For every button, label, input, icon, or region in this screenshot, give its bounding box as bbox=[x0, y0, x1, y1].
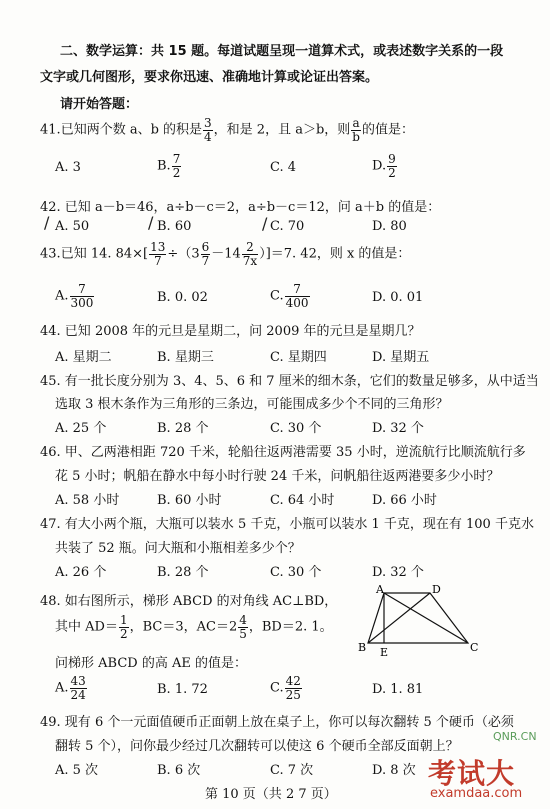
q48-frac2 bbox=[238, 614, 248, 640]
q48-l2c: ，BD＝2. 1。 bbox=[248, 619, 333, 635]
q43-frac1-den: 7 bbox=[153, 253, 162, 268]
page-footer: 第 10 页（共 2 7 页） bbox=[205, 787, 337, 802]
q45-option-d: D. 32 个 bbox=[372, 421, 424, 436]
q47-option-a: A. 26 个 bbox=[55, 565, 107, 580]
q43-oc-frac bbox=[285, 283, 310, 309]
q42-option-c: C. 70 bbox=[270, 219, 305, 234]
q43-frac1-num: 13 bbox=[150, 240, 166, 254]
q43-frac2-num: 6 bbox=[201, 240, 210, 254]
vertex-label-a: A bbox=[376, 585, 384, 596]
q43-option-a bbox=[55, 283, 95, 309]
question-47-line2: 共装了 52 瓶。问大瓶和小瓶相差多少个？ bbox=[55, 541, 301, 556]
q43-oa-num: 7 bbox=[70, 283, 95, 297]
question-47-line1: 47. 有大小两个瓶，大瓶可以装水 5 千克，小瓶可以装水 1 千克，现在有 100 千克水 bbox=[40, 517, 534, 532]
q43-option-b: B. 0. 02 bbox=[157, 290, 208, 305]
question-46-line2: 花 5 小时；帆船在静水中每小时行驶 24 千米，问帆船往返两港要多少小时？ bbox=[55, 469, 500, 484]
question-44: 44. 已知 2008 年的元旦是星期二，问 2009 年的元旦是星期几？ bbox=[40, 324, 421, 339]
q43-option-c bbox=[270, 283, 311, 309]
q48-frac1-num: 1 bbox=[119, 613, 128, 627]
q41-frac2-num: a bbox=[352, 116, 360, 130]
q43-oa-label: A. bbox=[55, 288, 69, 304]
q48-option-d: D. 1. 81 bbox=[372, 682, 424, 697]
q41-frac1-den: 4 bbox=[204, 129, 212, 144]
q41-number: 41. bbox=[40, 122, 61, 138]
point-label-e: E bbox=[380, 646, 389, 659]
q44-option-b: B. 星期三 bbox=[157, 350, 214, 365]
q41-frac1 bbox=[203, 117, 213, 143]
q47-option-b: B. 28 个 bbox=[157, 565, 209, 580]
q42-option-b: B. 60 bbox=[157, 219, 192, 234]
q41-od-den: 2 bbox=[388, 165, 396, 180]
q47-option-d: D. 32 个 bbox=[372, 565, 424, 580]
q48-option-a bbox=[55, 675, 88, 701]
question-43 bbox=[40, 241, 410, 267]
q41-mid: ，和是 2，且 a＞b，则 bbox=[213, 122, 351, 138]
vertex-label-d: D bbox=[432, 585, 441, 596]
q49-option-c: C. 7 次 bbox=[270, 763, 314, 778]
q45-option-b: B. 28 个 bbox=[157, 421, 209, 436]
q41-od-num: 9 bbox=[388, 152, 396, 166]
q44-option-a: A. 星期二 bbox=[55, 350, 112, 365]
q41-ob-label: B. bbox=[157, 158, 171, 174]
q41-od-frac bbox=[387, 153, 397, 179]
q49-option-d: D. 8 次 bbox=[372, 763, 416, 778]
q43-option-d: D. 0. 01 bbox=[372, 290, 424, 305]
q41-pre: 已知两个数 a、b 的积是 bbox=[60, 122, 203, 138]
q42-option-a: A. 50 bbox=[55, 219, 90, 234]
q49-option-a: A. 5 次 bbox=[55, 763, 99, 778]
q48-oc-den: 25 bbox=[285, 687, 301, 702]
q43-oc-den: 400 bbox=[285, 295, 309, 310]
q49-option-b: B. 6 次 bbox=[157, 763, 201, 778]
q46-option-d: D. 66 小时 bbox=[372, 493, 437, 508]
q48-option-b: B. 1. 72 bbox=[157, 682, 208, 697]
q48-oc-label: C. bbox=[270, 680, 284, 696]
question-45-line1: 45. 有一批长度分别为 3、4、5、6 和 7 厘米的细木条，它们的数量足够多，从中适当 bbox=[40, 374, 539, 389]
trapezoid-diagram bbox=[358, 585, 488, 660]
question-48-line2 bbox=[55, 614, 333, 640]
q41-frac2 bbox=[351, 117, 361, 143]
q43-frac3 bbox=[242, 241, 258, 267]
q43-post: ）]＝7. 42，则 x 的值是： bbox=[259, 246, 411, 262]
q41-frac2-den: b bbox=[352, 129, 360, 144]
q46-option-c: C. 64 小时 bbox=[270, 493, 335, 508]
q41-ob-num: 7 bbox=[172, 152, 181, 166]
q44-option-c: C. 星期四 bbox=[270, 350, 327, 365]
watermark-logo: 考试大 bbox=[428, 757, 516, 790]
q46-option-b: B. 60 小时 bbox=[157, 493, 222, 508]
q48-oa-frac bbox=[70, 675, 87, 701]
q45-option-c: C. 30 个 bbox=[270, 421, 322, 436]
q48-frac1 bbox=[119, 614, 129, 640]
trapezoid-outline bbox=[368, 593, 468, 643]
q43-frac2-den: 7 bbox=[201, 253, 210, 268]
q48-oc-num: 42 bbox=[285, 674, 301, 688]
q41-option-a: A. 3 bbox=[55, 160, 81, 175]
q42-option-d: D. 80 bbox=[372, 219, 407, 234]
start-prompt: 请开始答题： bbox=[60, 97, 139, 112]
q41-ob-den: 2 bbox=[172, 165, 181, 180]
q43-oa-frac bbox=[70, 283, 95, 309]
question-46-line1: 46. 甲、乙两港相距 720 千米，轮船往返两港需要 35 小时，逆流航行比顺流航行多 bbox=[40, 445, 526, 460]
q48-frac2-num: 4 bbox=[239, 613, 247, 627]
q43-oa-den: 300 bbox=[70, 295, 94, 310]
question-49-line1: 49. 现有 6 个一元面值硬币正面朝上放在桌子上，你可以每次翻转 5 个硬币（必须 bbox=[40, 715, 514, 730]
q48-l2b: ，BC＝3，AC＝2 bbox=[129, 619, 238, 635]
q41-od-label: D. bbox=[372, 158, 387, 174]
q44-option-d: D. 星期五 bbox=[372, 350, 430, 365]
q48-frac2-den: 5 bbox=[239, 626, 247, 641]
q48-oa-label: A. bbox=[55, 680, 69, 696]
q45-option-a: A. 25 个 bbox=[55, 421, 107, 436]
question-45-line2: 选取 3 根木条作为三角形的三条边，可能围成多少个不同的三角形？ bbox=[55, 397, 449, 412]
section-intro-line1: 二、数学运算：共 15 题。每道试题呈现一道算术式，或表述数字关系的一段 bbox=[60, 44, 504, 59]
question-48-line3: 问梯形 ABCD 的高 AE 的值是： bbox=[55, 656, 247, 671]
q43-oc-label: C. bbox=[270, 288, 284, 304]
q43-frac2 bbox=[201, 241, 211, 267]
pencil-slash-mark: / bbox=[262, 214, 268, 233]
q41-option-b bbox=[157, 153, 182, 179]
q43-oc-num: 7 bbox=[285, 283, 310, 297]
q43-pre: 已知 14. 84×[ bbox=[60, 246, 149, 262]
q43-frac3-num: 2 bbox=[242, 241, 258, 255]
watermark-small: QNR.CN bbox=[493, 730, 537, 743]
diagonal-ac bbox=[384, 593, 468, 643]
question-42: 42. 已知 a－b＝46，a÷b－c＝2，a÷b－c＝12，问 a＋b 的值是： bbox=[40, 200, 441, 215]
question-41 bbox=[40, 117, 414, 143]
q41-frac1-num: 3 bbox=[204, 116, 212, 130]
q41-option-d bbox=[372, 153, 398, 179]
q46-option-a: A. 58 小时 bbox=[55, 493, 120, 508]
q43-a: ÷（3 bbox=[167, 246, 200, 262]
q43-number: 43. bbox=[40, 246, 61, 262]
q43-frac3-den: 7x bbox=[242, 253, 258, 268]
q48-option-c bbox=[270, 675, 303, 701]
q48-l2a: 其中 AD＝ bbox=[55, 619, 118, 635]
watermark-url: examdaa.com bbox=[430, 786, 523, 801]
question-48-line1: 48. 如右图所示，梯形 ABCD 的对角线 AC⊥BD， bbox=[40, 594, 338, 609]
q41-post: 的值是： bbox=[361, 122, 414, 138]
q48-oc-frac bbox=[285, 675, 302, 701]
pencil-slash-mark: / bbox=[44, 213, 50, 232]
q43-b: －14 bbox=[211, 246, 241, 262]
section-intro-line2: 文字或几何图形，要求你迅速、准确地计算或论证出答案。 bbox=[40, 70, 379, 85]
q41-ob-frac bbox=[172, 153, 182, 179]
q48-oa-num: 43 bbox=[70, 674, 86, 688]
q48-oa-den: 24 bbox=[70, 687, 86, 702]
q41-option-c: C. 4 bbox=[270, 160, 297, 175]
question-49-line2: 翻转 5 个），问你最少经过几次翻转可以使这 6 个硬币全部反面朝上？ bbox=[55, 739, 459, 754]
pencil-slash-mark: / bbox=[148, 213, 154, 232]
diagonal-bd bbox=[368, 593, 430, 643]
q48-frac1-den: 2 bbox=[119, 626, 128, 641]
q47-option-c: C. 30 个 bbox=[270, 565, 322, 580]
vertex-label-c: C bbox=[470, 641, 479, 654]
vertex-label-b: B bbox=[358, 641, 367, 654]
q43-frac1 bbox=[149, 241, 166, 267]
